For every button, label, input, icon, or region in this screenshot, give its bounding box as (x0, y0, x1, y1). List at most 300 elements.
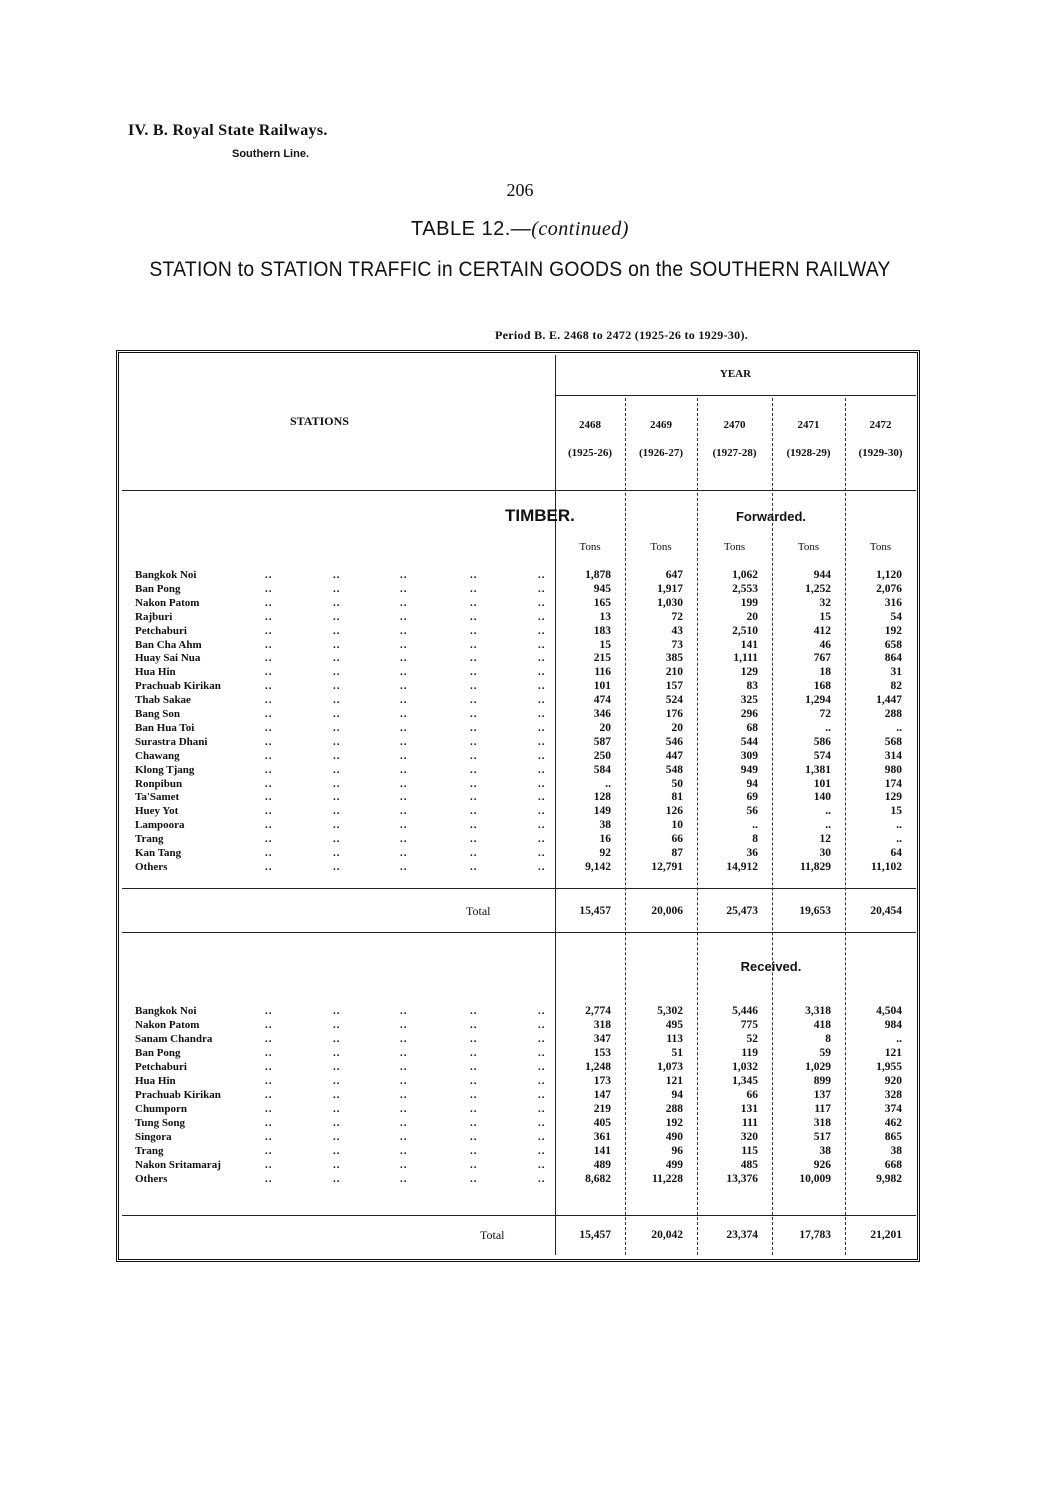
table-cell: 111 (742, 1117, 758, 1129)
table-cell: 864 (884, 652, 902, 665)
table-cell: 980 (884, 763, 902, 776)
year-be-label: 2471 (797, 419, 820, 431)
leader-dots: .. (400, 708, 408, 720)
leader-dots: .. (470, 777, 478, 790)
year-be-label: 2469 (650, 419, 672, 431)
table-cell: 219 (593, 1103, 611, 1115)
table-cell: 1,073 (657, 1061, 683, 1073)
leader-dots: .. (538, 791, 546, 804)
station-name: Huay Sai Nua (135, 652, 201, 665)
leader-dots: .. (400, 694, 408, 707)
year-be-label: 2472 (869, 419, 892, 431)
station-name: Lampoora (135, 819, 185, 832)
leader-dots: .. (470, 1033, 478, 1045)
station-name: Hua Hin (135, 666, 176, 679)
table-cell: 128 (593, 791, 611, 804)
table-cell: .. (752, 819, 758, 832)
table-cell: 59 (819, 1047, 831, 1059)
table-cell: .. (896, 819, 902, 832)
table-cell: 1,062 (732, 569, 758, 581)
leader-dots: .. (333, 847, 341, 859)
table-cell: 1,030 (657, 596, 683, 609)
leader-dots: .. (538, 1005, 546, 1017)
table-cell: 81 (671, 791, 683, 804)
leader-dots: .. (265, 680, 273, 693)
leader-dots: .. (333, 721, 341, 734)
leader-dots: .. (400, 860, 408, 873)
table-cell: .. (825, 819, 831, 832)
total-cell: 15,457 (579, 1229, 611, 1241)
leader-dots: .. (333, 1131, 341, 1143)
table-cell: 658 (884, 638, 902, 651)
table-cell: 129 (884, 791, 902, 804)
table-cell: 926 (813, 1159, 831, 1171)
table-cell: 43 (671, 624, 683, 637)
table-cell: 12,791 (651, 860, 683, 873)
leader-dots: .. (333, 777, 341, 790)
unit-label: Tons (650, 541, 672, 553)
leader-dots: .. (265, 638, 273, 651)
table-cell: 1,345 (732, 1075, 758, 1087)
table-cell: 1,294 (805, 694, 831, 707)
leader-dots: .. (265, 1033, 273, 1045)
table-cell: 1,955 (876, 1061, 902, 1073)
leader-dots: .. (400, 721, 408, 734)
table-cell: 318 (813, 1117, 831, 1129)
leader-dots: .. (538, 1117, 546, 1129)
leader-dots: .. (400, 791, 408, 804)
unit-label: Tons (869, 541, 892, 553)
leader-dots: .. (400, 1019, 408, 1031)
leader-dots: .. (400, 1005, 408, 1017)
leader-dots: .. (265, 847, 273, 859)
table-cell: 82 (890, 680, 902, 693)
table-cell: 126 (665, 805, 683, 818)
leader-dots: .. (333, 1117, 341, 1129)
table-cell: 374 (884, 1103, 902, 1115)
station-name: Ta'Samet (135, 791, 180, 804)
leader-dots: .. (538, 1075, 546, 1087)
table-cell: 183 (593, 624, 611, 637)
table-cell: 115 (741, 1145, 758, 1157)
table-cell: 46 (819, 638, 831, 651)
table-cell: 328 (884, 1089, 902, 1101)
leader-dots: .. (538, 582, 546, 595)
leader-dots: .. (265, 1047, 273, 1059)
leader-dots: .. (470, 749, 478, 762)
station-name: Petchaburi (135, 624, 187, 637)
leader-dots: .. (265, 1117, 273, 1129)
station-name: Petchaburi (135, 1061, 187, 1073)
leader-dots: .. (333, 1173, 341, 1185)
table-cell: 584 (593, 763, 611, 776)
table-cell: 10 (671, 819, 683, 832)
leader-dots: .. (400, 735, 408, 748)
table-rule (122, 490, 916, 491)
leader-dots: .. (538, 805, 546, 818)
leader-dots: .. (470, 1089, 478, 1101)
table-cell: 69 (746, 791, 758, 804)
leader-dots: .. (265, 721, 273, 734)
leader-dots: .. (400, 569, 408, 581)
year-ce-label: (1929-30) (858, 447, 903, 459)
table-cell: 101 (813, 777, 831, 790)
table-cell: 36 (746, 847, 758, 859)
leader-dots: .. (265, 596, 273, 609)
station-name: Chawang (135, 749, 180, 762)
station-name: Surastra Dhani (135, 735, 208, 748)
station-name: Nakon Patom (135, 1019, 200, 1031)
table-cell: 83 (746, 680, 758, 693)
leader-dots: .. (400, 805, 408, 818)
station-name: Kan Tang (135, 847, 182, 859)
leader-dots: .. (470, 791, 478, 804)
leader-dots: .. (400, 1089, 408, 1101)
leader-dots: .. (470, 596, 478, 609)
leader-dots: .. (470, 1019, 478, 1031)
total-cell: 20,006 (651, 905, 683, 917)
table-cell: 405 (593, 1117, 611, 1129)
table-cell: 210 (665, 666, 683, 679)
leader-dots: .. (333, 569, 341, 581)
leader-dots: .. (538, 1061, 546, 1073)
table-cell: 775 (740, 1019, 758, 1031)
station-name: Others (135, 1173, 168, 1185)
table-cell: 412 (813, 624, 831, 637)
leader-dots: .. (265, 666, 273, 679)
table-cell: 72 (671, 610, 683, 623)
table-cell: 3,318 (805, 1005, 831, 1017)
leader-dots: .. (400, 638, 408, 651)
leader-dots: .. (265, 569, 273, 581)
table-cell: 314 (884, 749, 902, 762)
station-name: Sanam Chandra (135, 1033, 213, 1045)
station-name: Singora (135, 1131, 172, 1143)
station-name: Thab Sakae (135, 694, 191, 707)
table-cell: 20 (746, 610, 758, 623)
leader-dots: .. (333, 1033, 341, 1045)
leader-dots: .. (400, 847, 408, 859)
table-cell: 499 (665, 1159, 683, 1171)
table-cell: 944 (813, 569, 831, 581)
period-note: Period B. E. 2468 to 2472 (1925-26 to 1929-30). (495, 328, 749, 342)
table-cell: .. (896, 721, 902, 734)
total-cell: 21,201 (870, 1229, 902, 1241)
station-name: Prachuab Kirikan (135, 680, 221, 693)
table-cell: 215 (593, 652, 611, 665)
table-cell: 165 (593, 596, 611, 609)
leader-dots: .. (400, 582, 408, 595)
leader-dots: .. (470, 638, 478, 651)
table-cell: 548 (665, 763, 683, 776)
total-label: Total (466, 904, 491, 918)
unit-label: Tons (723, 541, 746, 553)
station-name: Ban Cha Ahm (135, 638, 202, 651)
table-cell: 101 (593, 680, 611, 693)
leader-dots: .. (400, 666, 408, 679)
leader-dots: .. (265, 1005, 273, 1017)
table-cell: 485 (740, 1159, 758, 1171)
station-name: Prachuab Kirikan (135, 1089, 221, 1101)
total-label: Total (480, 1228, 505, 1242)
leader-dots: .. (470, 1103, 478, 1115)
table-cell: 18 (819, 666, 831, 679)
leader-dots: .. (265, 1061, 273, 1073)
leader-dots: .. (538, 596, 546, 609)
leader-dots: .. (538, 1131, 546, 1143)
table-cell: 517 (813, 1131, 831, 1143)
table-cell: 1,032 (732, 1061, 758, 1073)
leader-dots: .. (333, 749, 341, 762)
leader-dots: .. (333, 1089, 341, 1101)
leader-dots: .. (538, 1145, 546, 1157)
table-cell: 865 (884, 1131, 902, 1143)
table-cell: 121 (665, 1075, 683, 1087)
table-cell: 13,376 (726, 1173, 758, 1185)
table-cell: 587 (593, 735, 611, 748)
leader-dots: .. (400, 1145, 408, 1157)
table-cell: 474 (593, 694, 611, 707)
station-name: Klong Tjang (135, 763, 195, 776)
leader-dots: .. (470, 1173, 478, 1185)
table-cell: 116 (594, 666, 611, 679)
leader-dots: .. (333, 1019, 341, 1031)
table-cell: 4,504 (876, 1005, 902, 1017)
leader-dots: .. (470, 1145, 478, 1157)
year-ce-label: (1928-29) (786, 447, 831, 459)
table-cell: 117 (814, 1103, 831, 1115)
leader-dots: .. (265, 860, 273, 873)
leader-dots: .. (538, 721, 546, 734)
table-cell: 462 (884, 1117, 902, 1129)
leader-dots: .. (333, 666, 341, 679)
table-cell: 38 (599, 819, 611, 832)
leader-dots: .. (538, 847, 546, 859)
table-cell: 5,302 (657, 1005, 683, 1017)
table-rule (122, 888, 916, 889)
table-cell: 316 (884, 596, 902, 609)
leader-dots: .. (265, 833, 273, 846)
leader-dots: .. (538, 1103, 546, 1115)
table-cell: 524 (665, 694, 683, 707)
leader-dots: .. (333, 860, 341, 873)
leader-dots: .. (538, 708, 546, 720)
table-cell: 1,029 (805, 1061, 831, 1073)
table-cell: 140 (813, 791, 831, 804)
leader-dots: .. (333, 1075, 341, 1087)
table-cell: 137 (813, 1089, 831, 1101)
table-cell: 72 (819, 708, 831, 720)
leader-dots: .. (333, 763, 341, 776)
leader-dots: .. (333, 833, 341, 846)
table-cell: 38 (819, 1145, 831, 1157)
leader-dots: .. (470, 569, 478, 581)
leader-dots: .. (265, 1131, 273, 1143)
table-cell: 1,878 (585, 569, 611, 581)
forwarded-label: Forwarded. (735, 509, 807, 524)
station-name: Bang Son (135, 708, 180, 720)
station-name: Trang (135, 1145, 164, 1157)
leader-dots: .. (538, 749, 546, 762)
leader-dots: .. (470, 624, 478, 637)
table-cell: 250 (593, 749, 611, 762)
leader-dots: .. (333, 624, 341, 637)
table-cell: .. (825, 721, 831, 734)
table-cell: 96 (671, 1145, 683, 1157)
table-cell: 30 (819, 847, 831, 859)
table-cell: 94 (746, 777, 758, 790)
leader-dots: .. (470, 819, 478, 832)
table-cell: 20 (599, 721, 611, 734)
table-cell: 131 (740, 1103, 758, 1115)
leader-dots: .. (265, 694, 273, 707)
leader-dots: .. (333, 735, 341, 748)
leader-dots: .. (400, 1061, 408, 1073)
table-cell: 2,076 (876, 582, 902, 595)
table-cell: 1,917 (657, 582, 683, 595)
leader-dots: .. (400, 610, 408, 623)
table-label-text: TABLE 12.— (411, 218, 532, 240)
leader-dots: .. (333, 819, 341, 832)
leader-dots: .. (538, 638, 546, 651)
table-label (0, 218, 1040, 241)
leader-dots: .. (265, 819, 273, 832)
table-cell: 173 (593, 1075, 611, 1087)
table-cell: 418 (813, 1019, 831, 1031)
table-cell: 9,142 (585, 860, 611, 873)
table-cell: 64 (890, 847, 902, 859)
subsection-heading: Southern Line. (232, 148, 309, 160)
leader-dots: .. (400, 1173, 408, 1185)
leader-dots: .. (470, 666, 478, 679)
leader-dots: .. (470, 860, 478, 873)
leader-dots: .. (538, 652, 546, 665)
station-name: Hua Hin (135, 1075, 176, 1087)
year-header: YEAR (719, 368, 752, 380)
leader-dots: .. (470, 1061, 478, 1073)
leader-dots: .. (470, 652, 478, 665)
table-cell: 949 (740, 763, 758, 776)
table-cell: 586 (813, 735, 831, 748)
leader-dots: .. (538, 777, 546, 790)
leader-dots: .. (265, 1145, 273, 1157)
leader-dots: .. (265, 791, 273, 804)
leader-dots: .. (333, 1047, 341, 1059)
table-cell: 8 (825, 1033, 831, 1045)
leader-dots: .. (333, 1103, 341, 1115)
station-name: Chumporn (135, 1103, 187, 1115)
table-cell: .. (825, 805, 831, 818)
table-cell: 10,009 (799, 1173, 831, 1185)
table-cell: 568 (884, 735, 902, 748)
timber-label: TIMBER. (505, 506, 575, 525)
table-cell: .. (896, 833, 902, 846)
leader-dots: .. (470, 1075, 478, 1087)
leader-dots: .. (538, 1159, 546, 1171)
table-cell: 984 (884, 1019, 902, 1031)
leader-dots: .. (400, 1117, 408, 1129)
leader-dots: .. (400, 1047, 408, 1059)
leader-dots: .. (470, 708, 478, 720)
table-cell: 5,446 (732, 1005, 758, 1017)
leader-dots: .. (265, 805, 273, 818)
table-cell: 73 (671, 638, 683, 651)
table-cell: 113 (666, 1033, 683, 1045)
leader-dots: .. (400, 777, 408, 790)
station-name: Ban Hua Toi (135, 721, 195, 734)
station-name: Bangkok Noi (135, 1005, 197, 1017)
leader-dots: .. (333, 638, 341, 651)
table-cell: 157 (665, 680, 683, 693)
leader-dots: .. (538, 624, 546, 637)
table-cell: 153 (593, 1047, 611, 1059)
table-cell: 1,447 (876, 694, 902, 707)
leader-dots: .. (538, 1033, 546, 1045)
section-heading: IV. B. Royal State Railways. (128, 122, 328, 139)
leader-dots: .. (470, 582, 478, 595)
table-cell: 489 (593, 1159, 611, 1171)
leader-dots: .. (470, 680, 478, 693)
leader-dots: .. (265, 1019, 273, 1031)
table-cell: 9,982 (876, 1173, 902, 1185)
table-cell: 447 (665, 749, 683, 762)
leader-dots: .. (333, 1061, 341, 1073)
table-cell: 176 (665, 708, 683, 720)
total-cell: 17,783 (799, 1229, 831, 1241)
leader-dots: .. (265, 582, 273, 595)
table-cell: 15 (819, 610, 831, 623)
leader-dots: .. (400, 1075, 408, 1087)
table-cell: 13 (599, 610, 611, 623)
leader-dots: .. (333, 708, 341, 720)
leader-dots: .. (400, 749, 408, 762)
table-cell: 1,381 (805, 763, 831, 776)
leader-dots: .. (333, 694, 341, 707)
table-cell: 309 (740, 749, 758, 762)
table-cell: 31 (890, 666, 902, 679)
table-cell: 346 (593, 708, 611, 720)
total-cell: 19,653 (799, 905, 831, 917)
leader-dots: .. (538, 666, 546, 679)
table-cell: 361 (593, 1131, 611, 1143)
leader-dots: .. (400, 1131, 408, 1143)
table-rule (122, 1215, 916, 1216)
page-number: 206 (506, 180, 534, 200)
leader-dots: .. (538, 1173, 546, 1185)
leader-dots: .. (538, 680, 546, 693)
total-cell: 20,454 (870, 905, 902, 917)
station-name: Bangkok Noi (135, 569, 197, 581)
leader-dots: .. (538, 569, 546, 581)
table-cell: 1,111 (733, 652, 758, 665)
leader-dots: .. (265, 1075, 273, 1087)
station-name: Huey Yot (135, 805, 179, 818)
leader-dots: .. (265, 610, 273, 623)
table-cell: 296 (740, 708, 758, 720)
leader-dots: .. (538, 1019, 546, 1031)
leader-dots: .. (400, 819, 408, 832)
total-cell: 23,374 (726, 1229, 758, 1241)
leader-dots: .. (265, 1159, 273, 1171)
table-cell: 288 (665, 1103, 683, 1115)
table-cell: 318 (593, 1019, 611, 1031)
table-cell: 147 (593, 1089, 611, 1101)
table-cell: 1,248 (585, 1061, 611, 1073)
station-name: Nakon Sritamaraj (135, 1159, 221, 1171)
leader-dots: .. (470, 1117, 478, 1129)
table-cell: 647 (665, 569, 683, 581)
table-cell: 68 (746, 721, 758, 734)
